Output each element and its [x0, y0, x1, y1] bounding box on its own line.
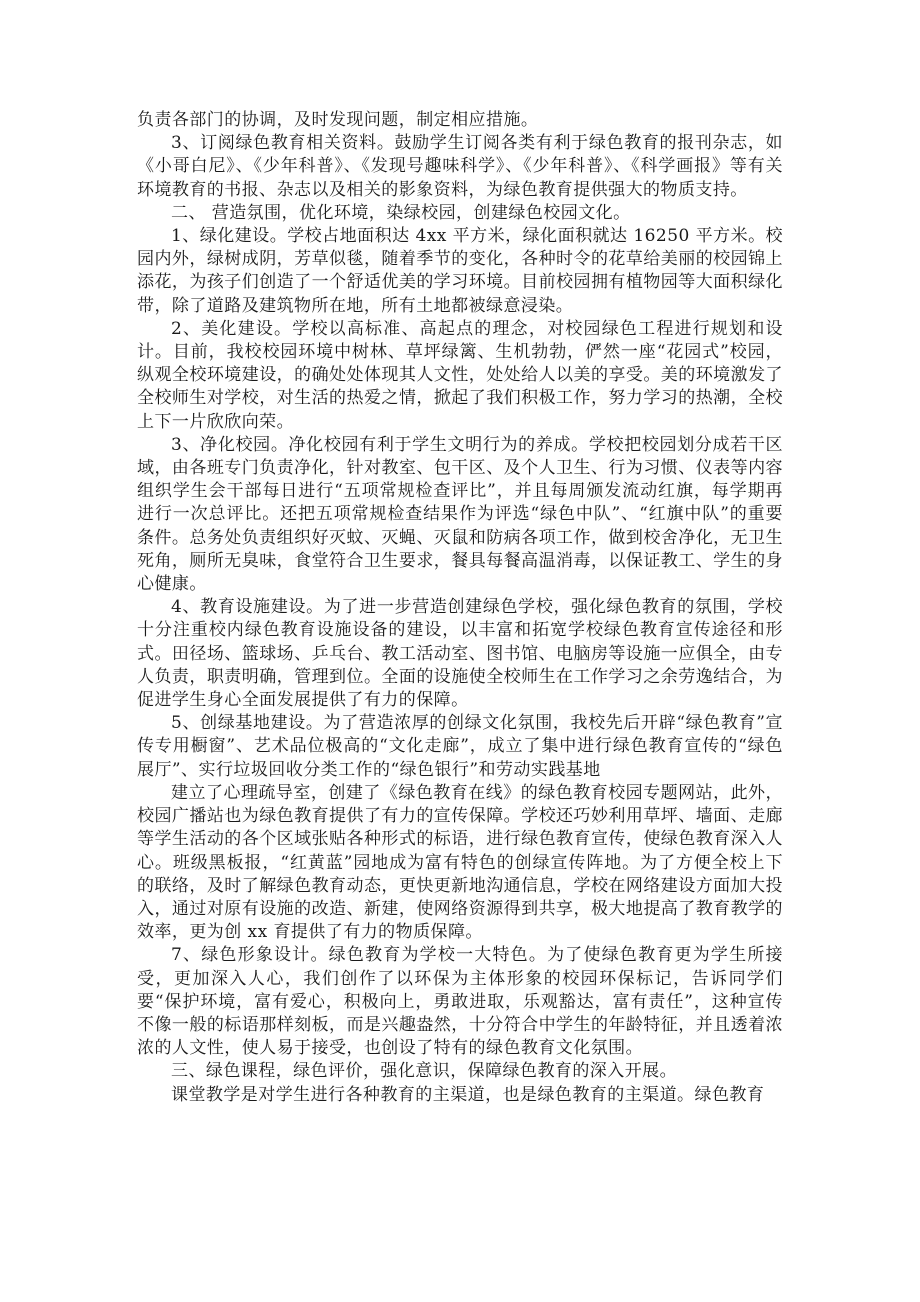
paragraph-greening: 1、绿化建设。学校占地面积达 4xx 平方米，绿化面积就达 16250 平方米。校园内外，绿树成阴，芳草似毯，随着季节的变化，各种时令的花草给美丽的校园锦上添花，为孩子们创造了一个舒适优美的学习环境。目前校园拥有植物园等大面积绿化带，除了道路及建筑物所在地，所有土地都被绿意浸染。 — [137, 226, 783, 316]
paragraph-facilities: 4、教育设施建设。为了进一步营造创建绿色学校，强化绿色教育的氛围，学校十分注重校内绿色教育设施设备的建设，以丰富和拓宽学校绿色教育宣传途径和形式。田径场、篮球场、乒乓台、教工活动室、图书馆、电脑房等设施一应俱全，由专人负责，职责明确，管理到位。全面的设施使全校师生在工作学习之余劳逸结合，为促进学生身心全面发展提供了有力的保障。 — [137, 597, 783, 711]
section-heading-3: 三、绿色课程，绿色评价，强化意识，保障绿色教育的深入开展。 — [171, 1061, 678, 1082]
paragraph-image-design: 7、绿色形象设计。绿色教育为学校一大特色。为了使绿色教育更为学生所接受，更加深入人心，我们创作了以环保为主体形象的校园环保标记，告诉同学们要“保护环境，富有爱心，积极向上，勇敢进取，乐观豁达，富有责任”，这种宣传不像一般的标语那样刻板，而是兴趣盎然，十分符合中学生的年龄特征，并且透着浓浓的人文性，使人易于接受，也创设了特有的绿色教育文化氛围。 — [137, 945, 783, 1059]
paragraph-continuation: 负责各部门的协调，及时发现问题，制定相应措施。 — [137, 110, 539, 130]
paragraph-classroom: 课堂教学是对学生进行各种教育的主渠道，也是绿色教育的主渠道。绿色教育 — [171, 1084, 765, 1105]
document-body — [137, 109, 783, 1107]
paragraph-green-base: 5、创绿基地建设。为了营造浓厚的创绿文化氛围，我校先后开辟“绿色教育”宣传专用橱窗”、艺术品位极高的“文化走廊”，成立了集中进行绿色教育宣传的“绿色展厅”、实行垃圾回收分类工作的“绿色银行”和劳动实践基地 — [137, 713, 783, 780]
paragraph-purify: 3、净化校园。净化校园有利于学生文明行为的养成。学校把校园划分成若干区域，由各班专门负责净化，针对教室、包干区、及个人卫生、行为习惯、仪表等内容组织学生会干部每日进行“五项常规检查评比”，并且每周颁发流动红旗，每学期再进行一次总评比。还把五项常规检查结果作为评选“绿色中队”、“红旗中队”的重要条件。总务处负责组织好灭蚊、灭蝇、灭鼠和防病各项工作，做到校舍净化，无卫生死角，厕所无臭味，食堂符合卫生要求，餐具每餐高温消毒，以保证教工、学生的身心健康。 — [137, 434, 783, 595]
paragraph-subscribe-materials: 3、订阅绿色教育相关资料。鼓励学生订阅各类有利于绿色教育的报刊杂志，如《小哥白尼》、《少年科普》、《发现号趣味科学》、《少年科普》、《科学画报》等有关环境教育的书报、杂志以及相关的影象资料，为绿色教育提供强大的物质支持。 — [137, 133, 783, 200]
section-heading-2: 二、 营造氛围，优化环境，染绿校园，创建绿色校园文化。 — [171, 202, 631, 223]
paragraph-green-base-continued: 建立了心理疏导室，创建了《绿色教育在线》的绿色教育校园专题网站，此外，校园广播站也为绿色教育提供了有力的宣传保障。学校还巧妙利用草坪、墙面、走廊等学生活动的各个区域张贴各种形式的标语，进行绿色教育宣传，使绿色教育深入人心。班级黑板报，“红黄蓝”园地成为富有特色的创绿宣传阵地。为了方便全校上下的联络，及时了解绿色教育动态，更快更新地沟通信息，学校在网络建设方面加大投入，通过对原有设施的改造、新建，使网络资源得到共享，极大地提高了教育教学的效率，更为创 xx 育提供了有力的物质保障。 — [137, 782, 783, 943]
paragraph-beautify: 2、美化建设。学校以高标准、高起点的理念，对校园绿色工程进行规划和设计。目前，我校校园环境中树林、草坪绿篱、生机勃勃，俨然一座“花园式”校园，纵观全校环境建设，的确处处体现其人文性，处处给人以美的享受。美的环境激发了全校师生对学校，对生活的热爱之情，掀起了我们积极工作，努力学习的热潮，全校上下一片欣欣向荣。 — [137, 318, 783, 432]
